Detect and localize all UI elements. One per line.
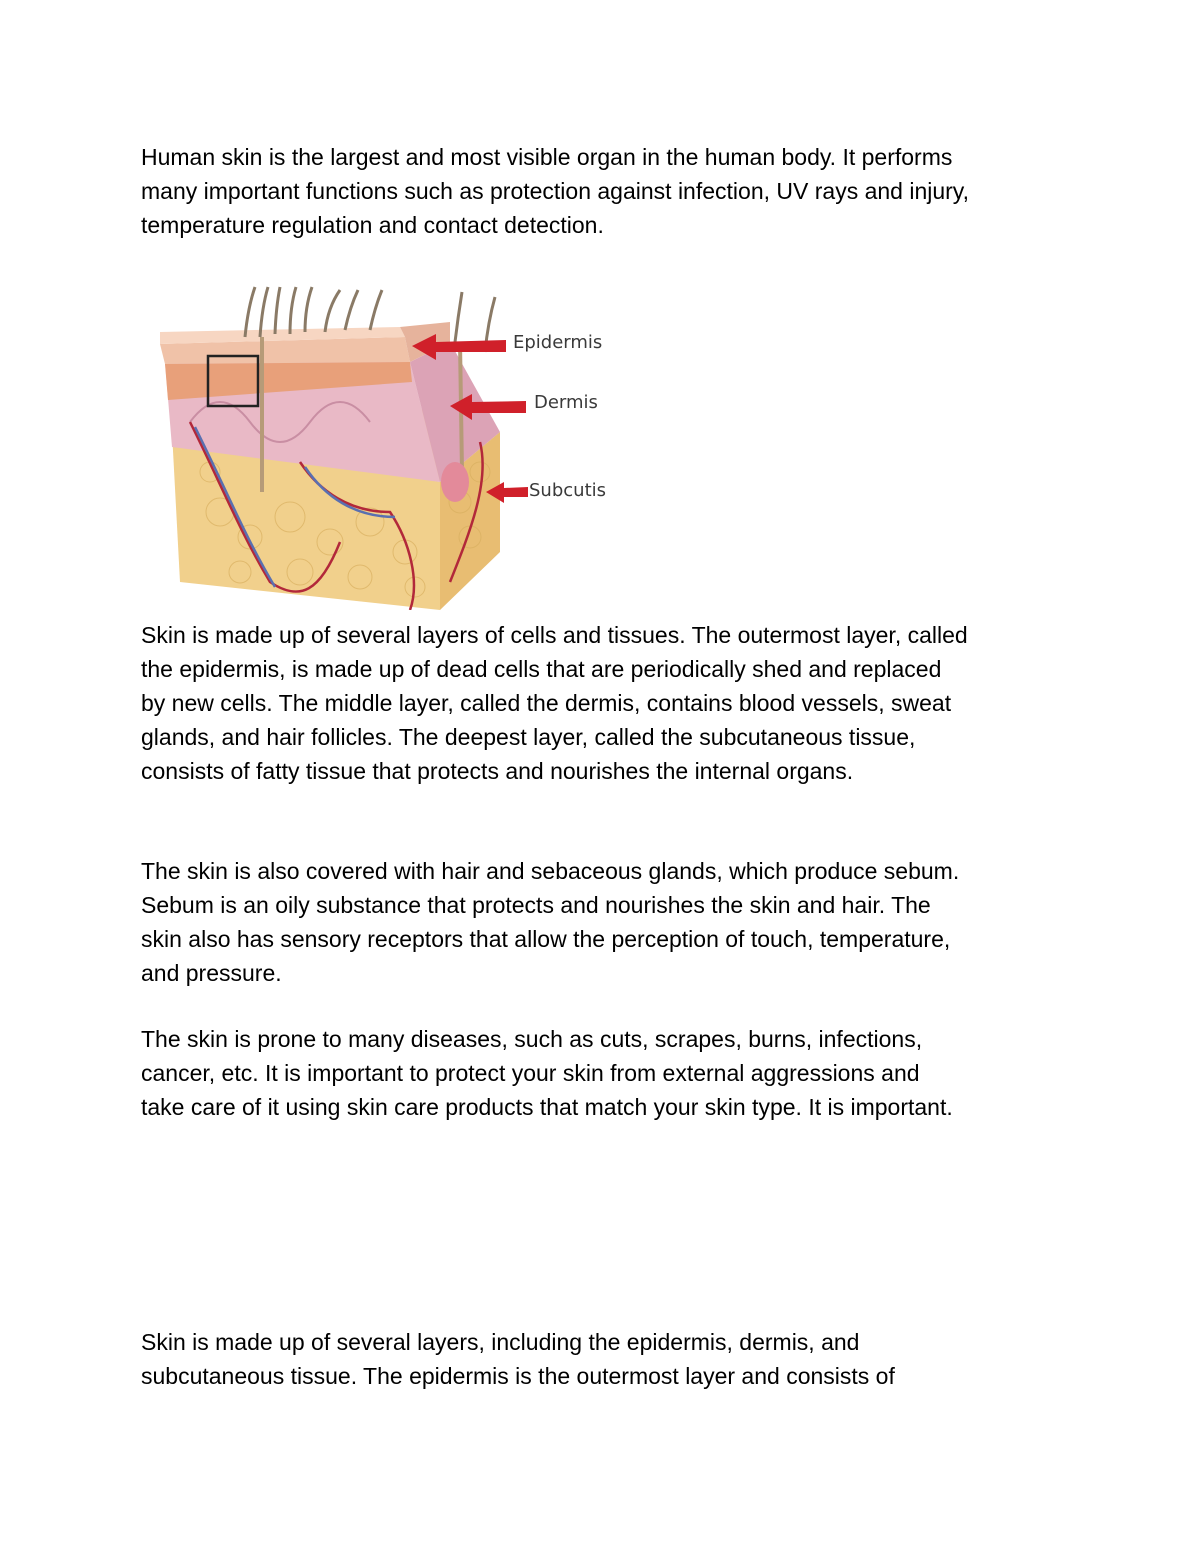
- text-line: Skin is made up of several layers, including the epidermis, dermis, and: [141, 1329, 860, 1355]
- text-line: by new cells. The middle layer, called the dermis, contains blood vessels, sweat: [141, 690, 952, 716]
- text-line: Skin is made up of several layers of cells and tissues. The outermost layer, called: [141, 622, 968, 648]
- paragraph-intro: [141, 140, 1081, 242]
- text-line: subcutaneous tissue. The epidermis is the outermost layer and consists of: [141, 1363, 895, 1389]
- text-line: the epidermis, is made up of dead cells that are periodically shed and replaced: [141, 656, 942, 682]
- skin-layers-illustration: [150, 282, 620, 610]
- text-line: Human skin is the largest and most visible organ in the human body. It performs: [141, 144, 953, 170]
- text-line: glands, and hair follicles. The deepest layer, called the subcutaneous tissue,: [141, 724, 916, 750]
- text-line: and pressure.: [141, 960, 282, 986]
- text-line: consists of fatty tissue that protects and nourishes the internal organs.: [141, 758, 854, 784]
- text-line: many important functions such as protection against infection, UV rays and injury,: [141, 178, 969, 204]
- text-line: temperature regulation and contact detection.: [141, 212, 604, 238]
- dermis-label: Dermis: [534, 392, 598, 413]
- text-line: skin also has sensory receptors that allow the perception of touch, temperature,: [141, 926, 951, 952]
- subcutis-label: Subcutis: [529, 480, 607, 501]
- text-line: take care of it using skin care products that match your skin type. It is important.: [141, 1094, 953, 1120]
- gland-shape: [441, 462, 469, 502]
- text-line: cancer, etc. It is important to protect your skin from external aggressions and: [141, 1060, 920, 1086]
- paragraph-diseases: [141, 1022, 1081, 1124]
- text-line: Sebum is an oily substance that protects and nourishes the skin and hair. The: [141, 892, 931, 918]
- paragraph-hair-glands: [141, 854, 1081, 990]
- epidermis-label: Epidermis: [513, 332, 603, 353]
- paragraph-layers: [141, 618, 1081, 788]
- text-line: The skin is prone to many diseases, such as cuts, scrapes, burns, infections,: [141, 1026, 923, 1052]
- paragraph-summary: [141, 1325, 1081, 1393]
- text-line: The skin is also covered with hair and sebaceous glands, which produce sebum.: [141, 858, 960, 884]
